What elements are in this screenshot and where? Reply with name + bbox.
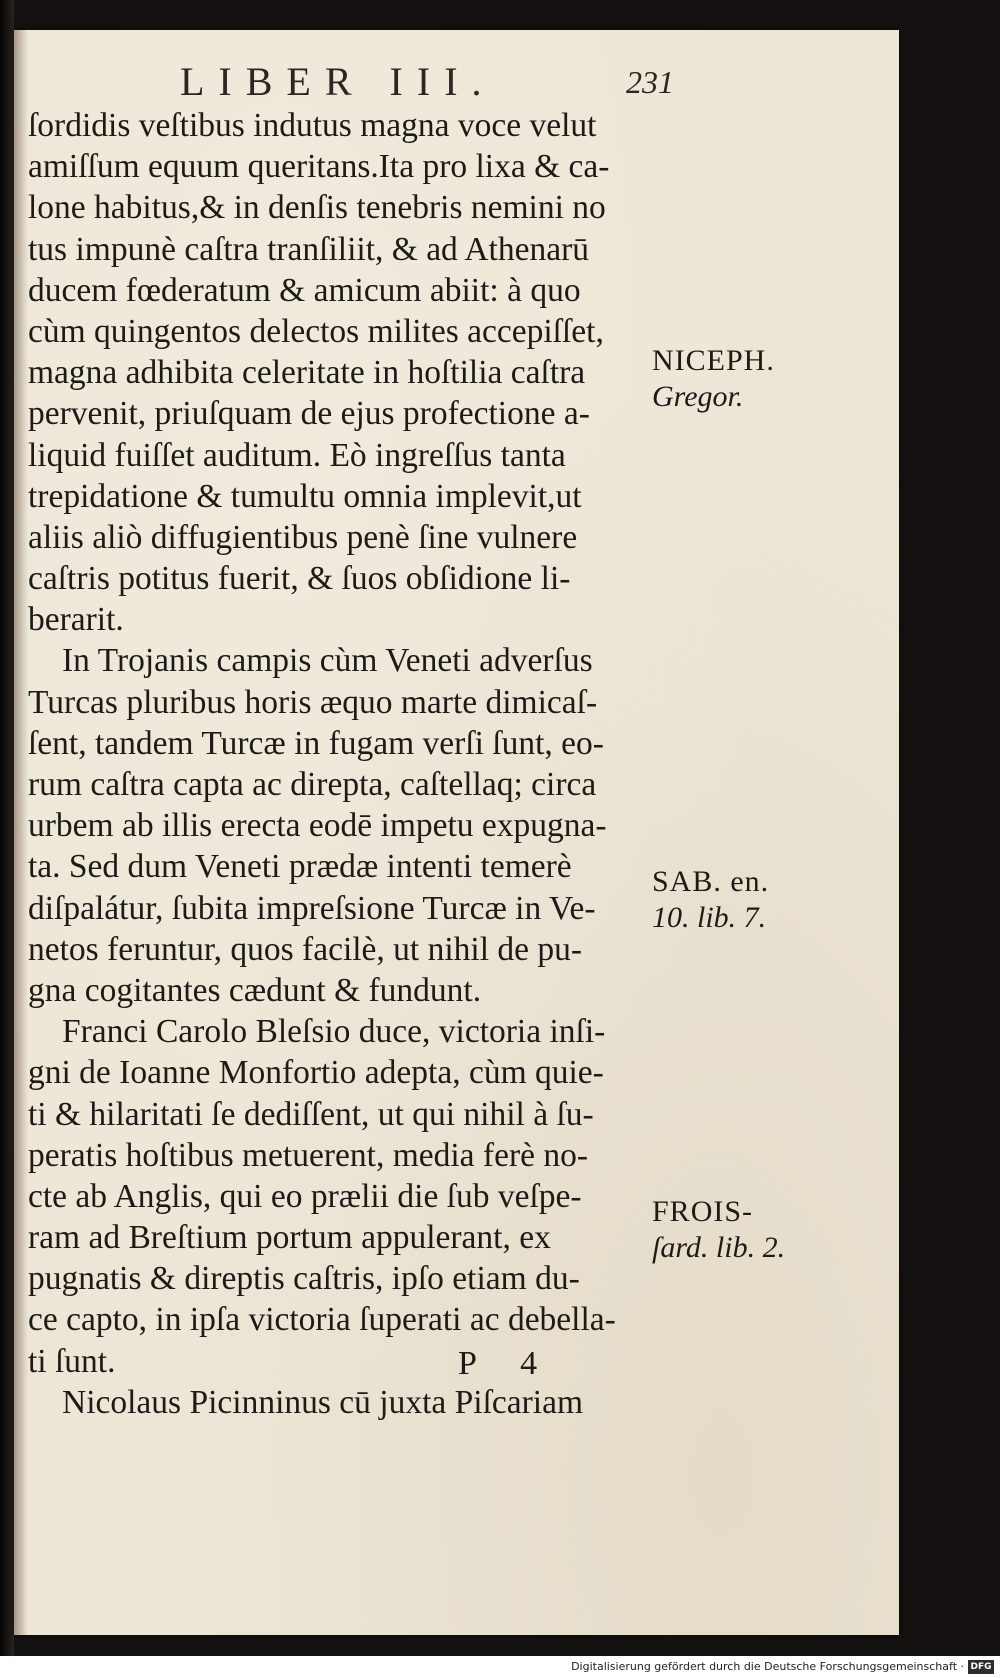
text-line: pervenit, priuſquam de ejus profectione a-: [28, 395, 590, 433]
text-line: ce capto, in ipſa victoria ſuperati ac debella-: [28, 1301, 616, 1339]
text-line: Nicolaus Picinninus cū juxta Piſcariam: [62, 1383, 584, 1421]
marginal-note-2-work: 10. lib. 7.: [652, 901, 767, 934]
text-line: cùm quingentos delectos milites accepiſſet,: [28, 312, 604, 350]
text-line: pugnatis & direptis caſtris, ipſo etiam du-: [28, 1260, 580, 1298]
marginal-note-3: [652, 1194, 785, 1266]
text-line: ſent, tandem Turcæ in fugam verſi ſunt, eo-: [28, 724, 604, 762]
text-line: liquid fuiſſet auditum. Eò ingreſſus tanta: [28, 436, 566, 474]
page-number: 231: [626, 64, 674, 100]
text-line: ſordidis veſtibus indutus magna voce velut: [28, 107, 597, 144]
marginal-note-1: [652, 343, 775, 415]
text-line: magna adhibita celeritate in hoſtilia caſtra: [28, 354, 586, 392]
book-binding-edge: [0, 0, 14, 1656]
body-text: [28, 105, 648, 1423]
catchword: P 4: [458, 1345, 556, 1382]
text-line: berarit.: [28, 601, 124, 639]
text-line: netos feruntur, quos facilè, ut nihil de pu-: [28, 930, 583, 968]
text-line: lone habitus,& in denſis tenebris nemini no: [28, 189, 606, 227]
text-line: trepidatione & tumultu omnia implevit,ut: [28, 477, 582, 515]
text-line: ta. Sed dum Veneti prædæ intenti temerè: [28, 848, 572, 886]
funding-credit: Digitalisierung gefördert durch die Deutsche Forschungsgemeinschaft ·: [571, 1660, 964, 1673]
marginal-note-1-work: Gregor.: [652, 380, 744, 413]
text-line: ti ſunt.: [28, 1342, 116, 1380]
text-line: rum caſtra capta ac direpta, caſtellaq; circa: [28, 766, 597, 803]
book-page: [14, 30, 899, 1635]
text-line: cte ab Anglis, qui eo prælii die ſub veſpe-: [28, 1177, 582, 1215]
text-line: urbem ab illis erecta eodē impetu expugna-: [28, 807, 607, 845]
text-line: caſtris potitus fuerit, & ſuos obſidione li-: [28, 560, 571, 598]
running-head-title: LIBER III.: [180, 59, 496, 104]
text-line: aliis aliò diffugientibus penè ſine vulnere: [28, 518, 578, 556]
text-line: ducem fœderatum & amicum abiit: à quo: [28, 271, 581, 309]
marginal-note-2: [652, 864, 769, 936]
footer-credit-bar: [0, 1656, 1000, 1678]
text-line: tus impunè caſtra tranſiliit, & ad Athenarū: [28, 230, 589, 268]
text-line: Franci Carolo Bleſsio duce, victoria inſi-: [62, 1013, 606, 1051]
text-line: ram ad Breſtium portum appulerant, ex: [28, 1219, 551, 1257]
text-line: diſpalátur, ſubita impreſsione Turcæ in Ve-: [28, 889, 596, 927]
text-line: Turcas pluribus horis æquo marte dimicaſ-: [28, 683, 598, 721]
text-line: ti & hilaritati ſe dediſſent, ut qui nihil à ſu-: [28, 1095, 594, 1133]
text-line: amiſſum equum queritans.Ita pro lixa & ca-: [28, 148, 610, 186]
running-head: [14, 52, 899, 112]
marginal-note-3-work: ſard. lib. 2.: [652, 1231, 786, 1264]
dfg-logo: DFG: [968, 1660, 994, 1674]
marginal-note-2-author: SAB. en.: [652, 865, 770, 898]
gutter-shadow: [14, 30, 28, 1635]
text-line: peratis hoſtibus metuerent, media ferè no-: [28, 1136, 588, 1174]
text-line: gni de Ioanne Monfortio adepta, cùm quie-: [28, 1054, 604, 1092]
text-line: In Trojanis campis cùm Veneti adverſus: [62, 642, 593, 680]
marginal-note-1-author: NICEPH.: [652, 344, 775, 377]
text-line: gna cogitantes cædunt & fundunt.: [28, 971, 482, 1009]
marginal-note-3-author: FROIS-: [652, 1195, 754, 1228]
